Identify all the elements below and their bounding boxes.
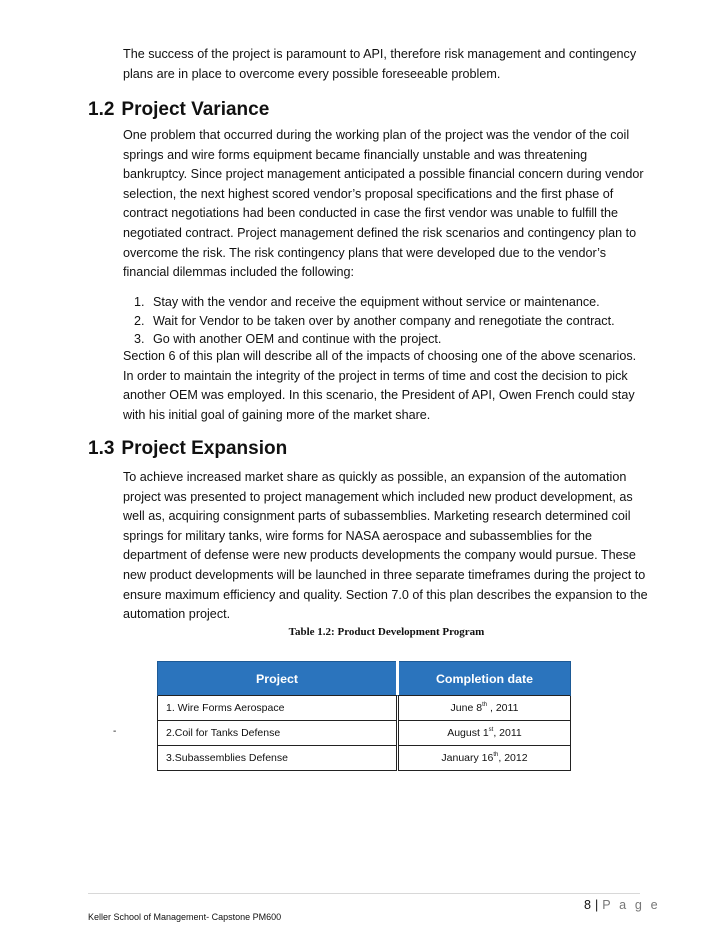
footer-divider <box>88 893 640 894</box>
table-row <box>158 746 571 771</box>
page-number <box>584 898 660 912</box>
section-title: Project Expansion <box>121 438 288 459</box>
variance-paragraph: One problem that occurred during the working plan of the project was the vendor of the coil springs and wire forms equipment became financially unstable and was threatening bankruptcy. Since project management anticipated a possible financial concern during vendor selection, the next highest scored vendor’s proposal specifications and the first phase of contract negotiations had been conducted in case the first vendor was unable to fulfill the negotiated contract. Project management defined the risk scenarios and contingency plan to overcome the risk. The risk contingency plans that were developed due to the vendor’s financial dilemmas included the following: <box>123 128 644 280</box>
table-row <box>158 696 571 721</box>
list-item: 3. Go with another OEM and continue with the project. <box>148 330 668 349</box>
section-heading-1-2 <box>88 99 269 121</box>
date-cell: August 1st, 2011 <box>398 721 571 746</box>
product-development-table <box>157 661 571 771</box>
variance-paragraph-2: Section 6 of this plan will describe all of the impacts of choosing one of the above scenarios. In order to maintain the integrity of the project in terms of time and cost the decision to pick another OEM was employed. In this scenario, the President of API, Owen French could stay with his initial goal of gaining more of the market share. <box>123 349 637 422</box>
column-header-completion-date: Completion date <box>398 662 571 696</box>
project-cell: 3.Subassemblies Defense <box>158 746 398 771</box>
table-row <box>158 721 571 746</box>
section-heading-1-3 <box>88 438 287 460</box>
date-cell: January 16th, 2012 <box>398 746 571 771</box>
list-item: 1. Stay with the vendor and receive the equipment without service or maintenance. <box>148 293 668 312</box>
section-number: 1.3 <box>88 438 115 459</box>
expansion-paragraph: To achieve increased market share as quickly as possible, an expansion of the automation project was presented to project management which included new product development, as well as, acquiring consignment parts of subassemblies. Marketing research determined coil springs for military tanks, wire forms for NASA aerospace and subassemblies for the department of defense were new products developments the company would pursue. These new product developments will be launched in three separate timeframes during the project to ensure maximum efficiency and quality. Section 7.0 of this plan describes the expansion to the automation project. <box>123 470 648 622</box>
stray-mark: - <box>113 726 117 737</box>
table-caption: Table 1.2: Product Development Program <box>288 626 485 638</box>
section-number: 1.2 <box>88 99 115 120</box>
table-header-row <box>158 662 571 696</box>
column-header-project: Project <box>158 662 398 696</box>
page-number-value: 8 <box>584 898 592 912</box>
intro-paragraph: The success of the project is paramount to API, therefore risk management and contingency plans are in place to overcome every possible foreseeable problem. <box>123 47 637 81</box>
section-title: Project Variance <box>121 99 270 120</box>
date-cell: June 8th , 2011 <box>398 696 571 721</box>
contingency-list <box>123 293 668 349</box>
page-word: P a g e <box>602 898 661 912</box>
list-item: 2. Wait for Vendor to be taken over by another company and renegotiate the contract. <box>148 312 668 331</box>
project-cell: 1. Wire Forms Aerospace <box>158 696 398 721</box>
footer-institution: Keller School of Management- Capstone PM600 <box>88 912 282 922</box>
page-separator: | <box>595 898 599 912</box>
project-cell: 2.Coil for Tanks Defense <box>158 721 398 746</box>
